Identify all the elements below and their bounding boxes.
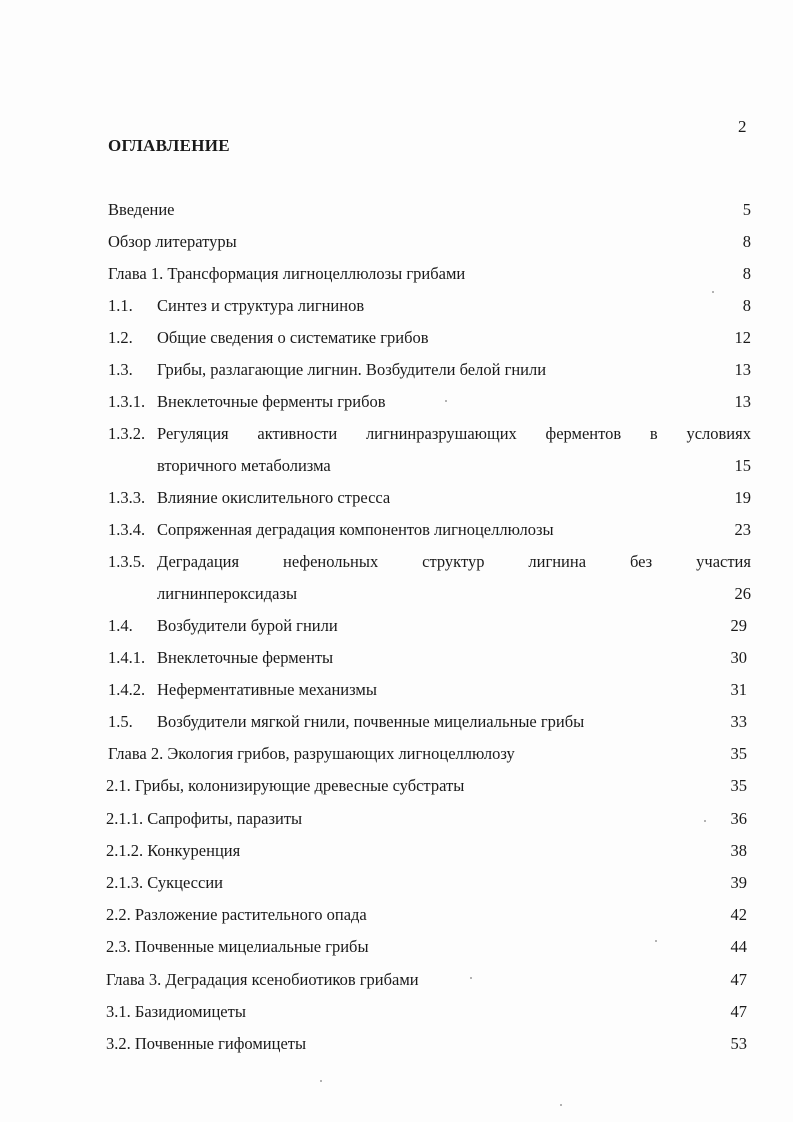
toc-entry[interactable]: [0, 872, 793, 894]
toc-entry-page: 15: [734, 456, 751, 475]
toc-entry-title: 3.1. Базидиомицеты: [106, 1002, 246, 1021]
toc-entry[interactable]: [0, 391, 793, 413]
toc-entry[interactable]: [0, 423, 793, 445]
toc-entry-word: в: [649, 424, 658, 443]
toc-entry-word: без: [629, 552, 653, 571]
toc-entry-title: [157, 551, 751, 573]
toc-entry-title: вторичного метаболизма: [157, 456, 331, 475]
toc-entry[interactable]: [0, 679, 793, 701]
toc-entry[interactable]: [0, 969, 793, 991]
toc-entry-title: [157, 423, 751, 445]
toc-entry-word: структур: [422, 552, 485, 571]
toc-entry-continuation[interactable]: [0, 455, 793, 477]
toc-entry-page: 26: [734, 584, 751, 603]
toc-entry-page: 23: [734, 520, 751, 539]
toc-entry[interactable]: [0, 1033, 793, 1055]
toc-entry[interactable]: [0, 904, 793, 926]
toc-entry-page: 8: [742, 296, 751, 315]
toc-entry[interactable]: [0, 519, 793, 541]
scan-speck: [712, 291, 714, 293]
toc-entry-number: 1.3.1.: [108, 392, 146, 411]
toc-entry[interactable]: [0, 936, 793, 958]
page-number: 2: [738, 117, 747, 136]
toc-entry-page: 31: [730, 680, 747, 699]
toc-entry-word: нефенольных: [283, 552, 379, 571]
toc-entry-page: 38: [730, 841, 747, 860]
toc-entry-title: Грибы, разлагающие лигнин. Возбудители белой гнили: [157, 360, 547, 379]
toc-entry-number: 1.5.: [108, 712, 133, 731]
toc-entry-title: лигнинпероксидазы: [157, 584, 298, 603]
toc-entry-title: 2.1.3. Сукцессии: [106, 873, 223, 892]
toc-entry-number: 1.1.: [108, 296, 133, 315]
scan-speck: [560, 1104, 562, 1106]
toc-entry[interactable]: [0, 615, 793, 637]
toc-entry[interactable]: [0, 231, 793, 253]
toc-entry[interactable]: [0, 711, 793, 733]
scan-speck: [445, 400, 447, 402]
toc-entry[interactable]: [0, 327, 793, 349]
toc-entry-word: условиях: [686, 424, 751, 443]
toc-entry-word: лигнина: [528, 552, 587, 571]
toc-entry-title: 2.1. Грибы, колонизирующие древесные субстраты: [106, 776, 465, 795]
scan-speck: [470, 977, 472, 979]
toc-entry-page: 12: [734, 328, 751, 347]
toc-entry-title: Внеклеточные ферменты: [157, 648, 334, 667]
toc-entry-word: ферментов: [545, 424, 622, 443]
toc-entry-title: Общие сведения о систематике грибов: [157, 328, 429, 347]
toc-entry-page: 35: [730, 776, 747, 795]
toc-entry-page: 33: [730, 712, 747, 731]
toc-entry-page: 13: [734, 392, 751, 411]
toc-entry-number: 1.3.: [108, 360, 133, 379]
toc-entry[interactable]: [0, 359, 793, 381]
toc-entry[interactable]: [0, 551, 793, 573]
toc-entry[interactable]: [0, 775, 793, 797]
toc-entry-word: лигнинразрушающих: [365, 424, 517, 443]
toc-entry-page: 8: [742, 264, 751, 283]
toc-entry-page: 53: [730, 1034, 747, 1053]
toc-entry-title: Сопряженная деградация компонентов лигноцеллюлозы: [157, 520, 554, 539]
toc-entry-number: 1.4.1.: [108, 648, 146, 667]
toc-entry[interactable]: [0, 295, 793, 317]
toc-entry-continuation[interactable]: [0, 583, 793, 605]
toc-entry-number: 1.3.5.: [108, 552, 146, 571]
toc-entry-title: Возбудители мягкой гнили, почвенные мицелиальные грибы: [157, 712, 585, 731]
toc-entry-number: 1.3.3.: [108, 488, 146, 507]
toc-entry-page: 8: [742, 232, 751, 251]
toc-entry-title: Синтез и структура лигнинов: [157, 296, 365, 315]
toc-entry-word: активности: [257, 424, 338, 443]
toc-entry[interactable]: [0, 743, 793, 765]
toc-entry-word: участия: [696, 552, 751, 571]
toc-entry[interactable]: [0, 199, 793, 221]
toc-entry-title: Введение: [108, 200, 175, 219]
toc-entry-title: 2.2. Разложение растительного опада: [106, 905, 367, 924]
toc-entry[interactable]: [0, 487, 793, 509]
toc-entry-page: 5: [742, 200, 751, 219]
toc-entry-title: Глава 1. Трансформация лигноцеллюлозы грибами: [108, 264, 466, 283]
toc-entry-title: Глава 3. Деградация ксенобиотиков грибами: [106, 970, 419, 989]
toc-entry-page: 47: [730, 970, 747, 989]
toc-entry[interactable]: [0, 647, 793, 669]
toc-entry-page: 19: [734, 488, 751, 507]
toc-entry-number: 1.3.2.: [108, 424, 146, 443]
toc-entry-number: 1.4.2.: [108, 680, 146, 699]
toc-entry-word: Деградация: [157, 552, 240, 571]
toc-entry-page: 47: [730, 1002, 747, 1021]
toc-entry-page: 13: [734, 360, 751, 379]
toc-entry-page: 42: [730, 905, 747, 924]
toc-entry-title: 3.2. Почвенные гифомицеты: [106, 1034, 307, 1053]
toc-entry-word: Регуляция: [157, 424, 229, 443]
toc-entry-title: Внеклеточные ферменты грибов: [157, 392, 386, 411]
toc-entry[interactable]: [0, 840, 793, 862]
toc-entry-page: 36: [730, 809, 747, 828]
toc-entry-page: 30: [730, 648, 747, 667]
toc-entry-title: Влияние окислительного стресса: [157, 488, 391, 507]
scan-speck: [704, 820, 706, 822]
toc-entry-title: Глава 2. Экология грибов, разрушающих лигноцеллюлозу: [108, 744, 515, 763]
toc-entry-title: 2.1.2. Конкуренция: [106, 841, 241, 860]
toc-entry-number: 1.4.: [108, 616, 133, 635]
toc-entry-page: 35: [730, 744, 747, 763]
scan-speck: [320, 1080, 322, 1082]
toc-entry-title: 2.3. Почвенные мицелиальные грибы: [106, 937, 369, 956]
toc-entry-page: 29: [730, 616, 747, 635]
toc-entry-title: Неферментативные механизмы: [157, 680, 377, 699]
toc-entry[interactable]: [0, 1001, 793, 1023]
toc-entry-title: Возбудители бурой гнили: [157, 616, 338, 635]
scan-speck: [655, 940, 657, 942]
toc-entry-page: 39: [730, 873, 747, 892]
toc-entry-number: 1.2.: [108, 328, 133, 347]
toc-entry-title: Обзор литературы: [108, 232, 237, 251]
toc-entry-title: 2.1.1. Сапрофиты, паразиты: [106, 809, 303, 828]
toc-entry-page: 44: [730, 937, 747, 956]
toc-entry-number: 1.3.4.: [108, 520, 146, 539]
toc-entry[interactable]: [0, 808, 793, 830]
toc-title: ОГЛАВЛЕНИЕ: [108, 136, 230, 155]
toc-entry[interactable]: [0, 263, 793, 285]
